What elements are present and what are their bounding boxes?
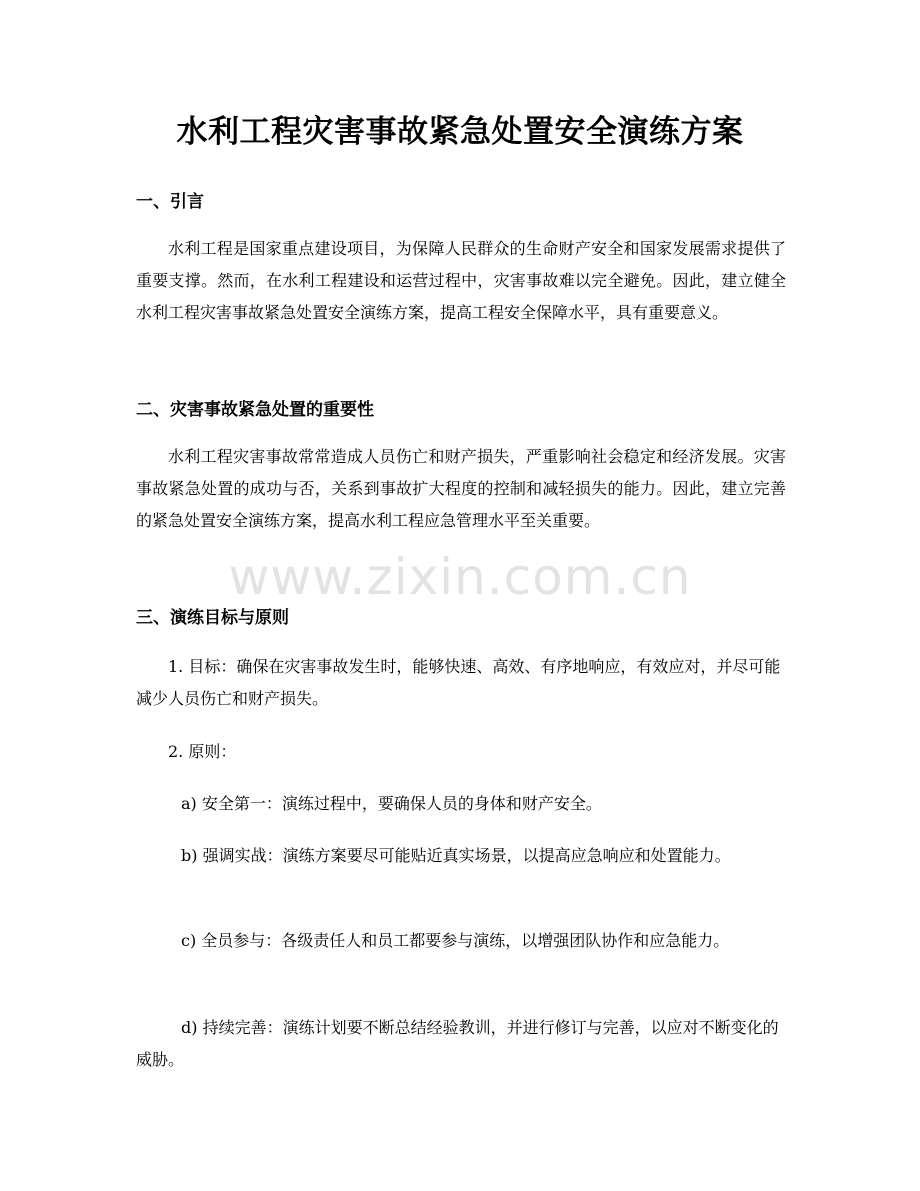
list-item-principles: 2. 原则：: [168, 742, 237, 761]
section-paragraph-importance: 水利工程灾害事故常常造成人员伤亡和财产损失，严重影响社会稳定和经济发展。灾害事故紧急处置的成功与否，关系到事故扩大程度的控制和减轻损失的能力。因此，建立完善的紧急处置安全演练方案，提高水利工程应急管理水平至关重要。: [136, 447, 786, 530]
section-paragraph-introduction: 水利工程是国家重点建设项目，为保障人民群众的生命财产安全和国家发展需求提供了重要支撑。然而，在水利工程建设和运营过程中，灾害事故难以完全避免。因此，建立健全水利工程灾害事故紧急处置安全演练方案，提高工程安全保障水平，具有重要意义。: [136, 239, 786, 322]
list-item-principle-b: b) 强调实战：演练方案要尽可能贴近真实场景，以提高应急响应和处置能力。: [181, 846, 731, 865]
document-title: 水利工程灾害事故紧急处置安全演练方案: [176, 114, 744, 150]
list-item-principle-d: d) 持续完善：演练计划要不断总结经验教训，并进行修订与完善，以应对不断变化的威胁。: [136, 1018, 779, 1069]
list-item-goal: 1. 目标：确保在灾害事故发生时，能够快速、高效、有序地响应，有效应对，并尽可能减少人员伤亡和财产损失。: [136, 657, 781, 708]
section-heading-introduction: 一、引言: [136, 192, 204, 212]
watermark: www.zixin.com.cn: [228, 548, 692, 606]
list-item-principle-c: c) 全员参与：各级责任人和员工都要参与演练，以增强团队协作和应急能力。: [181, 931, 730, 950]
section-heading-goals-principles: 三、演练目标与原则: [136, 608, 289, 628]
section-heading-importance: 二、灾害事故紧急处置的重要性: [136, 400, 374, 420]
list-item-principle-a: a) 安全第一：演练过程中，要确保人员的身体和财产安全。: [181, 794, 602, 813]
